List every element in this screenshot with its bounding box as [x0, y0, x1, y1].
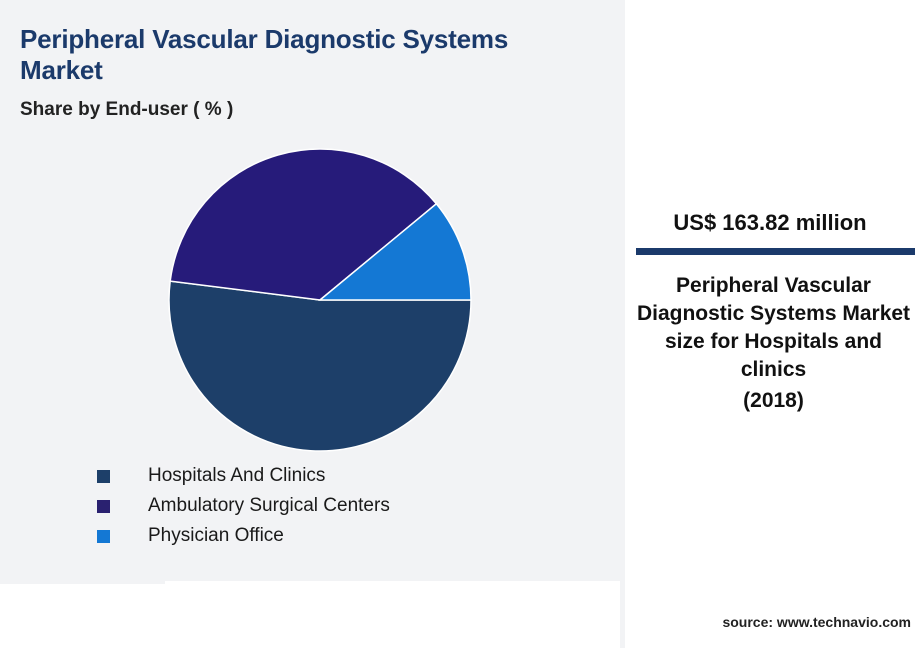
callout-accent-rule	[636, 248, 915, 255]
callout-value: US$ 163.82 million	[673, 210, 867, 235]
page-title: Peripheral Vascular Diagnostic Systems Market	[20, 24, 509, 85]
pie-slice	[169, 281, 471, 451]
legend-swatch-icon	[97, 470, 110, 483]
callout-year: (2018)	[743, 388, 804, 412]
chart-subtitle: Share by End-user ( % )	[20, 99, 234, 120]
panel-bottom-accent-line	[0, 581, 165, 584]
legend-item-label: Physician Office	[148, 525, 284, 546]
legend-item	[97, 461, 567, 491]
legend-swatch-icon	[97, 500, 110, 513]
legend-swatch-icon	[97, 530, 110, 543]
callout-description-text: Peripheral Vascular Diagnostic Systems Market size for Hospitals and clinics	[636, 274, 911, 382]
legend-item-label: Ambulatory Surgical Centers	[148, 495, 390, 516]
panel-bottom-strip	[0, 581, 620, 648]
callout-description	[636, 272, 911, 415]
pie-chart	[168, 148, 472, 452]
legend-item	[97, 491, 567, 521]
legend-item-label: Hospitals And Clinics	[148, 465, 326, 486]
pie-chart-svg	[168, 148, 472, 452]
legend-item	[97, 521, 567, 551]
chart-legend	[97, 461, 567, 551]
source-label: source: www.technavio.com	[722, 614, 911, 630]
